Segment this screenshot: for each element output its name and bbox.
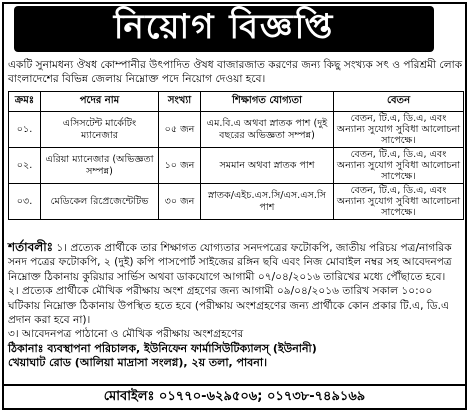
post-cell: মেডিকেল রিপ্রেজেন্টেটিভ [41, 184, 159, 220]
qualification-cell: এম.বি.এ অথবা স্নাতক পাশ (দুই বছরের অভিজ্ঞতা সম্পন্ন) [201, 112, 334, 148]
address-label: ঠিকানাঃ [8, 341, 44, 355]
serial-cell: ০১. [9, 112, 41, 148]
table-row [9, 112, 464, 148]
post-cell: এসিসটেন্ট মার্কেটিং ম্যানেজার [41, 112, 159, 148]
advertisement-frame [2, 2, 467, 410]
table-row [9, 148, 464, 184]
page-title: নিয়োগ বিজ্ঞপ্তি [14, 6, 434, 52]
column-header: পদের নাম [41, 92, 159, 112]
intro-text: একটি সুনামধন্য ঔষধ কোম্পানীর উৎপাদিত ঔষধ বাজারজাত করণের জন্য কিছু সংখ্যক সৎ ও পরিশ্রমী লোক বাংলাদেশের বিভিন্ন জেলায় নিম্নোক্ত পদে নিয়োগ দেওয়া হবে। [8, 59, 463, 85]
table-header-row [9, 92, 464, 112]
address-line-1 [8, 342, 465, 356]
count-cell: ১০ জন [159, 148, 201, 184]
condition-item-2: ২। প্রত্যেক প্রার্থীকে মৌখিক পরীক্ষায় অংশ গ্রহণের জন্য আগামী ০৯/০৪/২০১৬ তারিখ সকাল ১০:০০ ঘটিকায় নিম্নোক্ত ঠিকানায় উপস্থিত হতে হবে (পরীক্ষায় অংশগ্রহণের জন্য প্রার্থীকে কোন প্রকার টি.এ, ডি.এ প্রদান করা হবে না)। [8, 285, 450, 327]
count-cell: ৩০ জন [159, 184, 201, 220]
column-header: ক্রমঃ [9, 92, 41, 112]
qualification-cell: সমমান অথবা স্নাতক পাশ [201, 148, 334, 184]
conditions-label: শর্তাবলীঃ [8, 240, 54, 254]
title-band [4, 4, 465, 59]
address-line-2: খেয়াঘাট রোড (আলিয়া মাদ্রাসা সংলগ্ন), ২য় তলা, পাবনা। [8, 356, 267, 370]
table-row [9, 184, 464, 220]
salary-cell: বেতন, টি.এ, ডি.এ, এবং অন্যান্য সুযোগ সুবিধা আলোচনা সাপেক্ষে। [334, 184, 464, 220]
posts-table [8, 91, 464, 220]
column-header: শিক্ষাগত যোগ্যতা [201, 92, 334, 112]
serial-cell: ০২. [9, 148, 41, 184]
qualification-cell: স্নাতক/এইচ.এস.সি/এস.এস.সি পাশ [201, 184, 334, 220]
mobile-footer: মোবাইলঃ ০১৭৭০-৬২৯৫০৬; ০১৭৩৮-৭৪৯১৬৯ [4, 384, 465, 408]
count-cell: ০৫ জন [159, 112, 201, 148]
conditions-section [8, 240, 465, 371]
salary-cell: বেতন, টি.এ, ডি.এ, এবং অন্যান্য সুযোগ সুবিধা আলোচনা সাপেক্ষে। [334, 148, 464, 184]
post-cell: এরিয়া ম্যানেজার (অভিজ্ঞতা সম্পন্ন) [41, 148, 159, 184]
serial-cell: ০৩. [9, 184, 41, 220]
condition-text-1: ১। প্রত্যেক প্রার্থীকে তার শিক্ষাগত যোগ্যতার সনদপত্রের ফটোকপি, জাতীয় পরিচয় পত্র/নাগরিক সনদ পত্রের ফটোকপি, ২ (দুই) কপি পাসপোর্ট সাইজের রঙ্গিন ছবি এবং নিজ মোবাইল নম্বর সহ আবেদনপত্র নিম্নোক্ত ঠিকানায় কুরিয়ার সার্ভিস অথবা ডাকযোগে আগামী ০৭/০৪/২০১৬ তারিখের মধ্যে পৌঁছাতে হবে। [8, 242, 452, 283]
condition-item-1 [8, 240, 465, 284]
address-text-1: ব্যবস্থাপনা পরিচালক, ইউনিফেন ফার্মাসিউটিক্যালস্ (ইউনানী) [47, 341, 317, 355]
condition-item-3: ৩। আবেদনপত্র পাঠানো ও মৌখিক পরীক্ষায় অংশগ্রহণের [8, 328, 244, 341]
column-header: বেতন [334, 92, 464, 112]
column-header: সংখ্যা [159, 92, 201, 112]
salary-cell: বেতন, টি.এ, ডি.এ, এবং অন্যান্য সুযোগ সুবিধা আলোচনা সাপেক্ষে। [334, 112, 464, 148]
